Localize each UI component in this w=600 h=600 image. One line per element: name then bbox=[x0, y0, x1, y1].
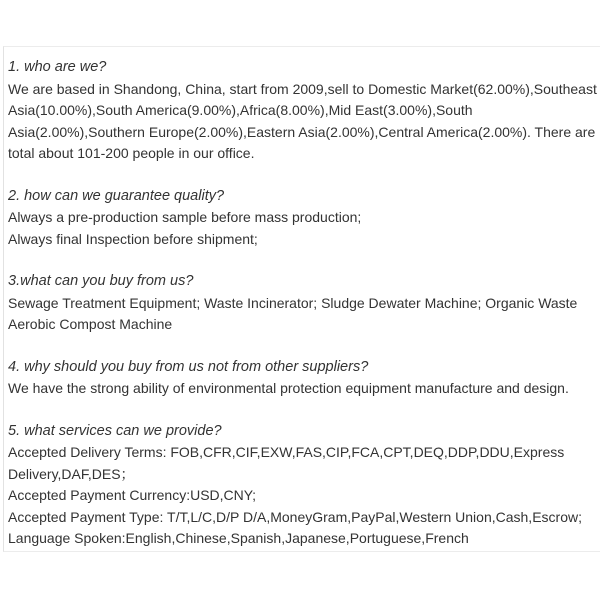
faq-answer-line: We are based in Shandong, China, start from 2009,sell to Domestic Market(62.00%),Southeast Asia(10.00%),South America(9.00%),Africa(8.00%),Mid East(3.00%),South Asia(2.00%),Southern Europe(2.00%),Eastern Asia(2.00%),Central America(2.00%). There are total about 101-200 people in our office. bbox=[8, 80, 597, 161]
faq-question: 1. who are we? bbox=[8, 59, 107, 75]
faq-section bbox=[8, 57, 600, 571]
faq-question: 2. how can we guarantee quality? bbox=[8, 187, 225, 204]
faq-answer-line: Sewage Treatment Equipment; Waste Incinerator; Sludge Dewater Machine; Organic Waste Aerobic Compost Machine bbox=[8, 294, 578, 332]
faq-question: 4. why should you buy from us not from other suppliers? bbox=[8, 358, 369, 375]
faq-answer-line: Always final Inspection before shipment; bbox=[8, 230, 258, 247]
faq-answer-line: Language Spoken:English,Chinese,Spanish,Japanese,Portuguese,French bbox=[8, 530, 469, 546]
faq-answer-line: Always a pre-production sample before mass production; bbox=[8, 209, 362, 225]
faq-answer-line: Accepted Payment Type: T/T,L/C,D/P D/A,MoneyGram,PayPal,Western Union,Cash,Escrow; bbox=[8, 508, 582, 525]
faq-answer-line: Accepted Payment Currency:USD,CNY; bbox=[8, 487, 257, 503]
faq-item-who-are-we bbox=[8, 57, 600, 165]
faq-question: 5. what services can we provide? bbox=[8, 422, 222, 439]
faq-answer-line: We have the strong ability of environmental protection equipment manufacture and design. bbox=[8, 380, 569, 396]
faq-item-quality bbox=[8, 186, 600, 251]
faq-question: 3.what can you buy from us? bbox=[8, 273, 194, 289]
faq-item-why-us bbox=[8, 357, 600, 400]
faq-item-what-to-buy bbox=[8, 271, 600, 336]
faq-answer-line: Accepted Delivery Terms: FOB,CFR,CIF,EXW,FAS,CIP,FCA,CPT,DEQ,DDP,DDU,Express Delivery,DAF,DES； bbox=[8, 444, 565, 482]
faq-item-services bbox=[8, 421, 600, 550]
